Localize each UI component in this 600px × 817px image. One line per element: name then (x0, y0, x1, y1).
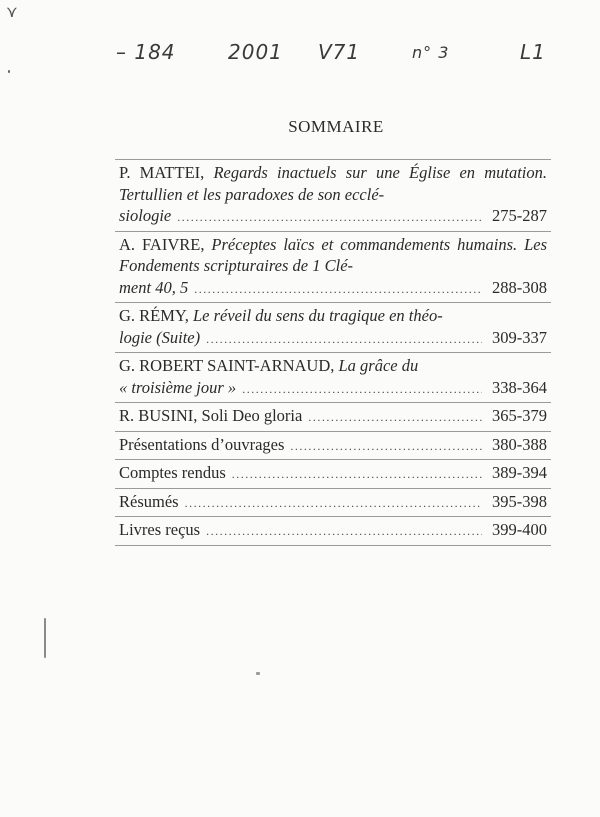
toc-entry-text (119, 205, 171, 227)
scan-speck (44, 618, 46, 658)
toc-entry-heading: P. MATTEI, Regards inactuels sur une Église en mutation. Tertullien et les paradoxes de son ecclé- (119, 163, 547, 204)
toc-entry (115, 489, 551, 518)
toc-page-range: 288-308 (492, 277, 547, 297)
dot-leader (308, 407, 482, 429)
toc-title: Résumés (119, 491, 179, 511)
dot-leader (194, 279, 482, 301)
handwritten-mark: 2001 (228, 40, 283, 64)
toc-title-end: « troisième jour » (119, 377, 237, 397)
page-title: SOMMAIRE (288, 117, 384, 136)
toc-entry-line (119, 205, 547, 229)
toc-title-end: logie (Suite) (119, 327, 201, 347)
toc-entry-text (119, 462, 226, 484)
toc-title: Préceptes laïcs et commandements humains. Les Fondements scripturaires de 1 Clé- (119, 234, 548, 275)
toc-author: A. FAIVRE (119, 234, 201, 254)
dot-leader (242, 379, 482, 401)
toc-entry (115, 432, 551, 461)
toc-entry (115, 303, 551, 353)
handwritten-annotations (0, 40, 600, 80)
handwritten-mark: V71 (318, 40, 361, 64)
toc-entry-line (119, 377, 547, 401)
toc-page-range: 395-398 (492, 491, 547, 511)
toc-page-range: 389-394 (492, 463, 547, 482)
toc-author: R. BUSINI (119, 406, 194, 425)
toc-title: Comptes rendus (119, 463, 226, 482)
toc-title: Livres reçus (119, 520, 201, 539)
handwritten-mark: n° 3 (412, 43, 450, 62)
toc-page-range: 338-364 (492, 377, 547, 397)
toc-page-range: 275-287 (492, 206, 547, 225)
toc-entry-text (119, 327, 200, 349)
dot-leader (232, 464, 482, 486)
toc-entry-line (119, 519, 547, 543)
toc-entry (115, 517, 551, 546)
toc-title: Présentations d’ouvrages (119, 434, 285, 454)
toc-entry-heading: A. FAIVRE, Préceptes laïcs et commandements humains. Les Fondements scripturaires de 1 Clé- (119, 234, 548, 275)
toc-entry (115, 460, 551, 489)
toc-title-end: ment 40, 5 (119, 277, 189, 297)
toc-page-range: 380-388 (492, 434, 547, 454)
toc-entry-text (119, 434, 284, 456)
toc-page-range: 399-400 (492, 520, 547, 539)
toc-author: G. ROBERT SAINT-ARNAUD (119, 356, 331, 375)
dot-leader (206, 521, 482, 543)
toc-entry-text (119, 277, 188, 299)
handwritten-mark: – 184 (116, 40, 176, 64)
toc-entry-heading: G. RÉMY, Le réveil du sens du tragique en théo- (119, 306, 443, 325)
toc-title: La grâce du (338, 356, 419, 375)
dot-leader (206, 329, 482, 351)
toc-entry-line (119, 327, 547, 351)
toc-entry-line (119, 491, 547, 515)
toc-entry-text (119, 519, 200, 541)
toc-title: Soli Deo gloria (201, 406, 303, 425)
toc-entry-line (119, 434, 547, 458)
dot-leader (290, 436, 482, 458)
toc-entry (115, 232, 551, 304)
dot-leader (185, 493, 482, 515)
table-of-contents (115, 159, 551, 546)
toc-entry (115, 159, 551, 232)
toc-entry-text: R. BUSINI, Soli Deo gloria (119, 406, 303, 425)
toc-entry-text (119, 377, 236, 399)
toc-author: G. RÉMY (119, 306, 185, 325)
toc-entry-text (119, 491, 179, 513)
toc-entry (115, 353, 551, 403)
toc-title: Regards inactuels sur une Église en mutation. Tertullien et les paradoxes de son ecclé- (119, 163, 547, 204)
toc-entry-heading: G. ROBERT SAINT-ARNAUD, La grâce du (119, 356, 419, 375)
toc-entry-line (119, 405, 547, 429)
toc-entry-line (119, 462, 547, 486)
handwritten-mark: L1 (520, 40, 546, 64)
corner-mark: ⋎ (6, 2, 18, 21)
toc-entry (115, 403, 551, 432)
toc-page-range: 365-379 (492, 406, 547, 425)
toc-title: Le réveil du sens du tragique en théo- (192, 306, 443, 325)
toc-page-range: 309-337 (492, 327, 547, 347)
toc-entry-line (119, 277, 547, 301)
toc-title-end: siologie (119, 206, 172, 225)
toc-author: P. MATTEI (119, 163, 201, 182)
scan-speck (256, 672, 260, 675)
dot-leader (177, 207, 482, 229)
scan-speck (8, 70, 10, 73)
